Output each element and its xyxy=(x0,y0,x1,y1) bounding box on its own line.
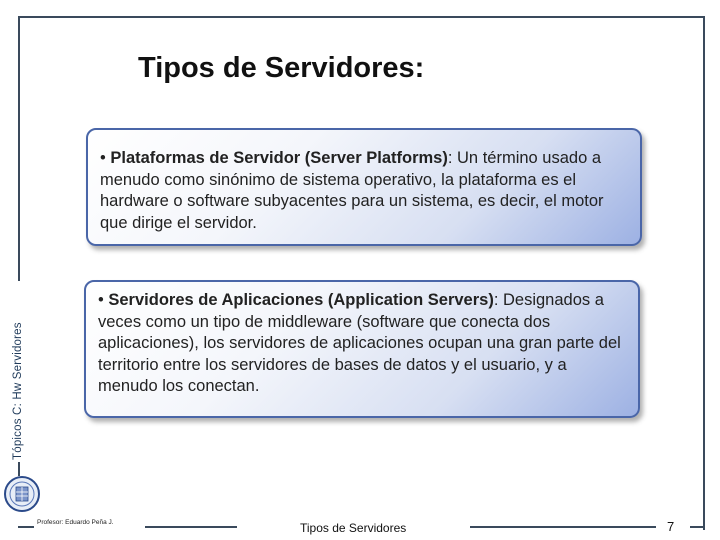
bullet-marker: • xyxy=(100,149,111,167)
slide-title: Tipos de Servidores: xyxy=(138,52,425,84)
frame-bottom-line xyxy=(690,526,705,528)
footer-topic: Tipos de Servidores xyxy=(300,521,407,535)
bullet-term: Servidores de Aplicaciones (Application Servers) xyxy=(108,291,494,309)
footer-professor: Profesor: Eduardo Peña J. xyxy=(37,519,114,526)
bullet-term: Plataformas de Servidor (Server Platforms) xyxy=(110,149,448,167)
frame-bottom-line xyxy=(145,526,237,528)
bullet-box-server-platforms xyxy=(86,128,642,246)
frame-right-line xyxy=(703,16,705,530)
frame-top-line xyxy=(18,16,704,18)
university-seal-icon xyxy=(2,474,42,514)
frame-bottom-line xyxy=(470,526,656,528)
bullet-text: : Un término usado a menudo como sinónimo de sistema operativo, la plataforma es el hardware o software subyacentes para un sistema, es decir, el motor que dirige el servidor. xyxy=(100,149,604,232)
bullet-box-application-servers xyxy=(84,280,640,418)
bullet-marker: • xyxy=(98,291,109,309)
frame-bottom-line xyxy=(18,526,34,528)
side-topic-label: Tópicos C: Hw Servidores xyxy=(12,322,24,460)
bullet-text: : Designados a veces como un tipo de middleware (software que conecta dos aplicaciones), los servidores de aplicaciones ocupan una gran parte del territorio entre los servidores de bases de datos y el usuario, y a menudo los conectan. xyxy=(98,291,621,395)
frame-left-line xyxy=(18,16,20,281)
page-number: 7 xyxy=(667,519,675,534)
